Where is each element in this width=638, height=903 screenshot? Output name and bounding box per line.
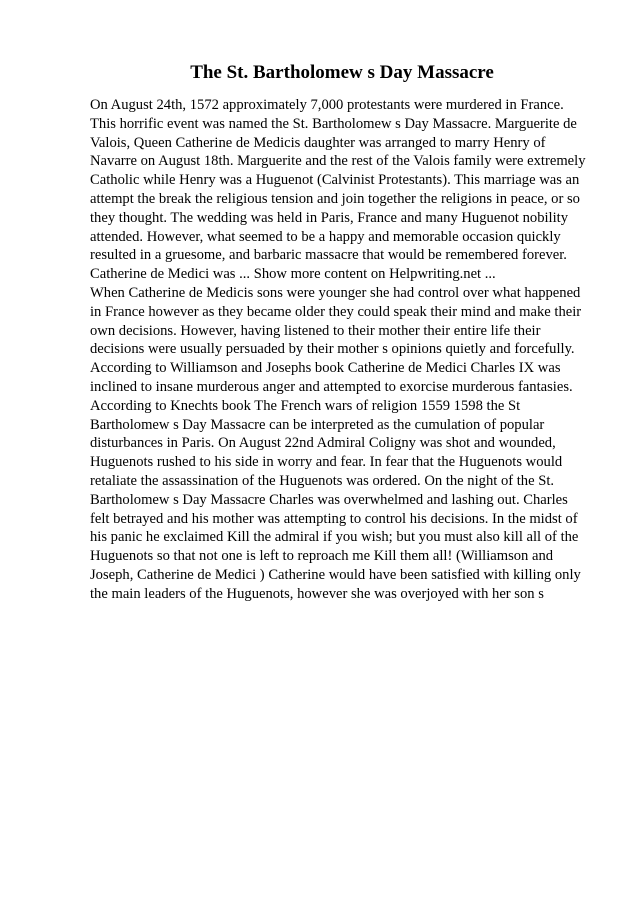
text-line: According to Knechts book The French wars of religion 1559 1598 the St [90, 397, 521, 414]
text-line: Bartholomew s Day Massacre Charles was overwhelmed and lashing out. Charles [90, 491, 568, 508]
text-line: retaliate the assassination of the Huguenots was ordered. On the night of the St. [90, 472, 555, 489]
text-line: attempt the break the religious tension and join together the religions in peace, or so [90, 190, 580, 207]
document-title: The St. Bartholomew s Day Massacre [190, 62, 494, 83]
text-line: decisions were usually persuaded by their mother s opinions quietly and forcefully. [90, 341, 575, 358]
text-line: own decisions. However, having listened to their mother their entire life their [90, 322, 541, 339]
text-line: attended. However, what seemed to be a happy and memorable occasion quickly [90, 228, 561, 245]
text-line: inclined to insane murderous anger and attempted to exorcise murderous fantasies. [90, 378, 573, 395]
text-line: they thought. The wedding was held in Paris, France and many Huguenot nobility [90, 209, 569, 226]
text-line: Huguenots rushed to his side in worry and fear. In fear that the Huguenots would [90, 454, 563, 471]
text-line: Valois, Queen Catherine de Medicis daughter was arranged to marry Henry of [90, 134, 546, 151]
text-line: Huguenots so that not one is left to reproach me Kill them all! (Williamson and [90, 548, 554, 565]
text-line: This horrific event was named the St. Bartholomew s Day Massacre. Marguerite de [90, 115, 577, 132]
text-line: Joseph, Catherine de Medici ) Catherine would have been satisfied with killing only [90, 566, 581, 583]
text-line: When Catherine de Medicis sons were younger she had control over what happened [90, 284, 581, 301]
text-line: his panic he exclaimed Kill the admiral if you wish; but you must also kill all of the [90, 529, 579, 546]
text-line: According to Williamson and Josephs book Catherine de Medici Charles IX was [90, 360, 561, 377]
text-line: Bartholomew s Day Massacre can be interpreted as the cumulation of popular [90, 416, 545, 433]
document-body [90, 96, 600, 604]
text-line: On August 24th, 1572 approximately 7,000 protestants were murdered in France. [90, 97, 564, 113]
text-line-show-more: Catherine de Medici was ... Show more content on Helpwriting.net ... [90, 266, 496, 283]
text-line: resulted in a gruesome, and barbaric massacre that would be remembered forever. [90, 247, 567, 264]
text-line: in France however as they became older they could speak their mind and make their [90, 303, 582, 320]
text-line: disturbances in Paris. On August 22nd Admiral Coligny was shot and wounded, [90, 435, 556, 452]
text-line: Navarre on August 18th. Marguerite and the rest of the Valois family were extremely [90, 153, 586, 170]
text-line: the main leaders of the Huguenots, however she was overjoyed with her son s [90, 585, 544, 602]
text-line: felt betrayed and his mother was attempting to control his decisions. In the midst of [90, 510, 578, 527]
text-line: Catholic while Henry was a Huguenot (Calvinist Protestants). This marriage was an [90, 172, 580, 189]
